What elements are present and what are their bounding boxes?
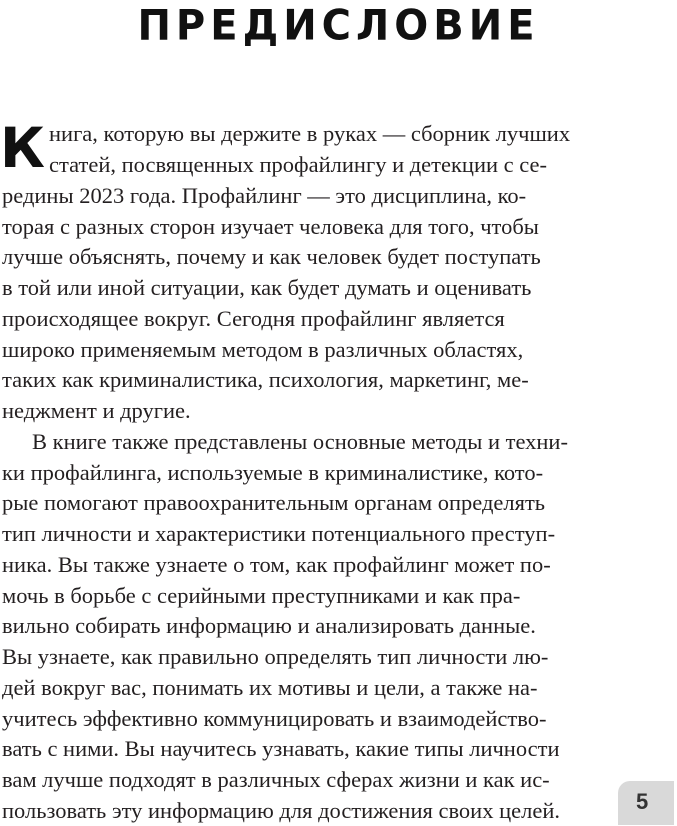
text-line: таких как криминалистика, психология, маркетинг, ме- <box>2 367 529 392</box>
text-line: рые помогают правоохранительным органам определять <box>2 490 546 515</box>
text-line: пользовать эту информацию для достижения своих целей. <box>2 798 561 823</box>
text-line: вильно собирать информацию и анализировать данные. <box>2 613 536 638</box>
text-line: широко применяемым методом в различных областях, <box>2 337 524 362</box>
text-line: В книге также представлены основные методы и техни- <box>32 429 568 454</box>
text-line: в той или иной ситуации, как будет думать и оценивать <box>2 275 532 300</box>
text-line: редины 2023 года. Профайлинг — это дисциплина, ко- <box>2 183 527 208</box>
text-line: ника. Вы также узнаете о том, как профайлинг может по- <box>2 552 551 577</box>
text-line: ки профайлинга, используемые в криминалистике, кото- <box>2 460 544 485</box>
text-line: торая с разных сторон изучает человека для того, чтобы <box>2 214 539 239</box>
text-line: дей вокруг вас, понимать их мотивы и цели, а также на- <box>2 675 538 700</box>
text-line: вам лучше подходят в различных сферах жизни и как ис- <box>2 767 550 792</box>
text-line: статей, посвященных профайлингу и детекции с се- <box>49 152 548 177</box>
text-line: учитесь эффективно коммуницировать и взаимодейство- <box>2 706 547 731</box>
text-line: тип личности и характеристики потенциального преступ- <box>2 521 556 546</box>
text-line: нига, которую вы держите в руках — сборник лучших <box>49 121 571 146</box>
drop-cap: К <box>0 116 45 180</box>
page-number: 5 <box>636 789 649 814</box>
text-line: вать с ними. Вы научитесь узнавать, какие типы личности <box>2 736 560 761</box>
text-line: мочь в борьбе с серийными преступниками и как пра- <box>2 583 521 608</box>
text-line: неджмент и другие. <box>2 398 191 423</box>
text-line: происходящее вокруг. Сегодня профайлинг является <box>2 306 505 331</box>
chapter-heading: ПРЕДИСЛОВИЕ <box>137 1 540 51</box>
text-line: лучше объяснять, почему и как человек будет поступать <box>2 244 541 269</box>
text-line: Вы узнаете, как правильно определять тип личности лю- <box>2 644 549 669</box>
